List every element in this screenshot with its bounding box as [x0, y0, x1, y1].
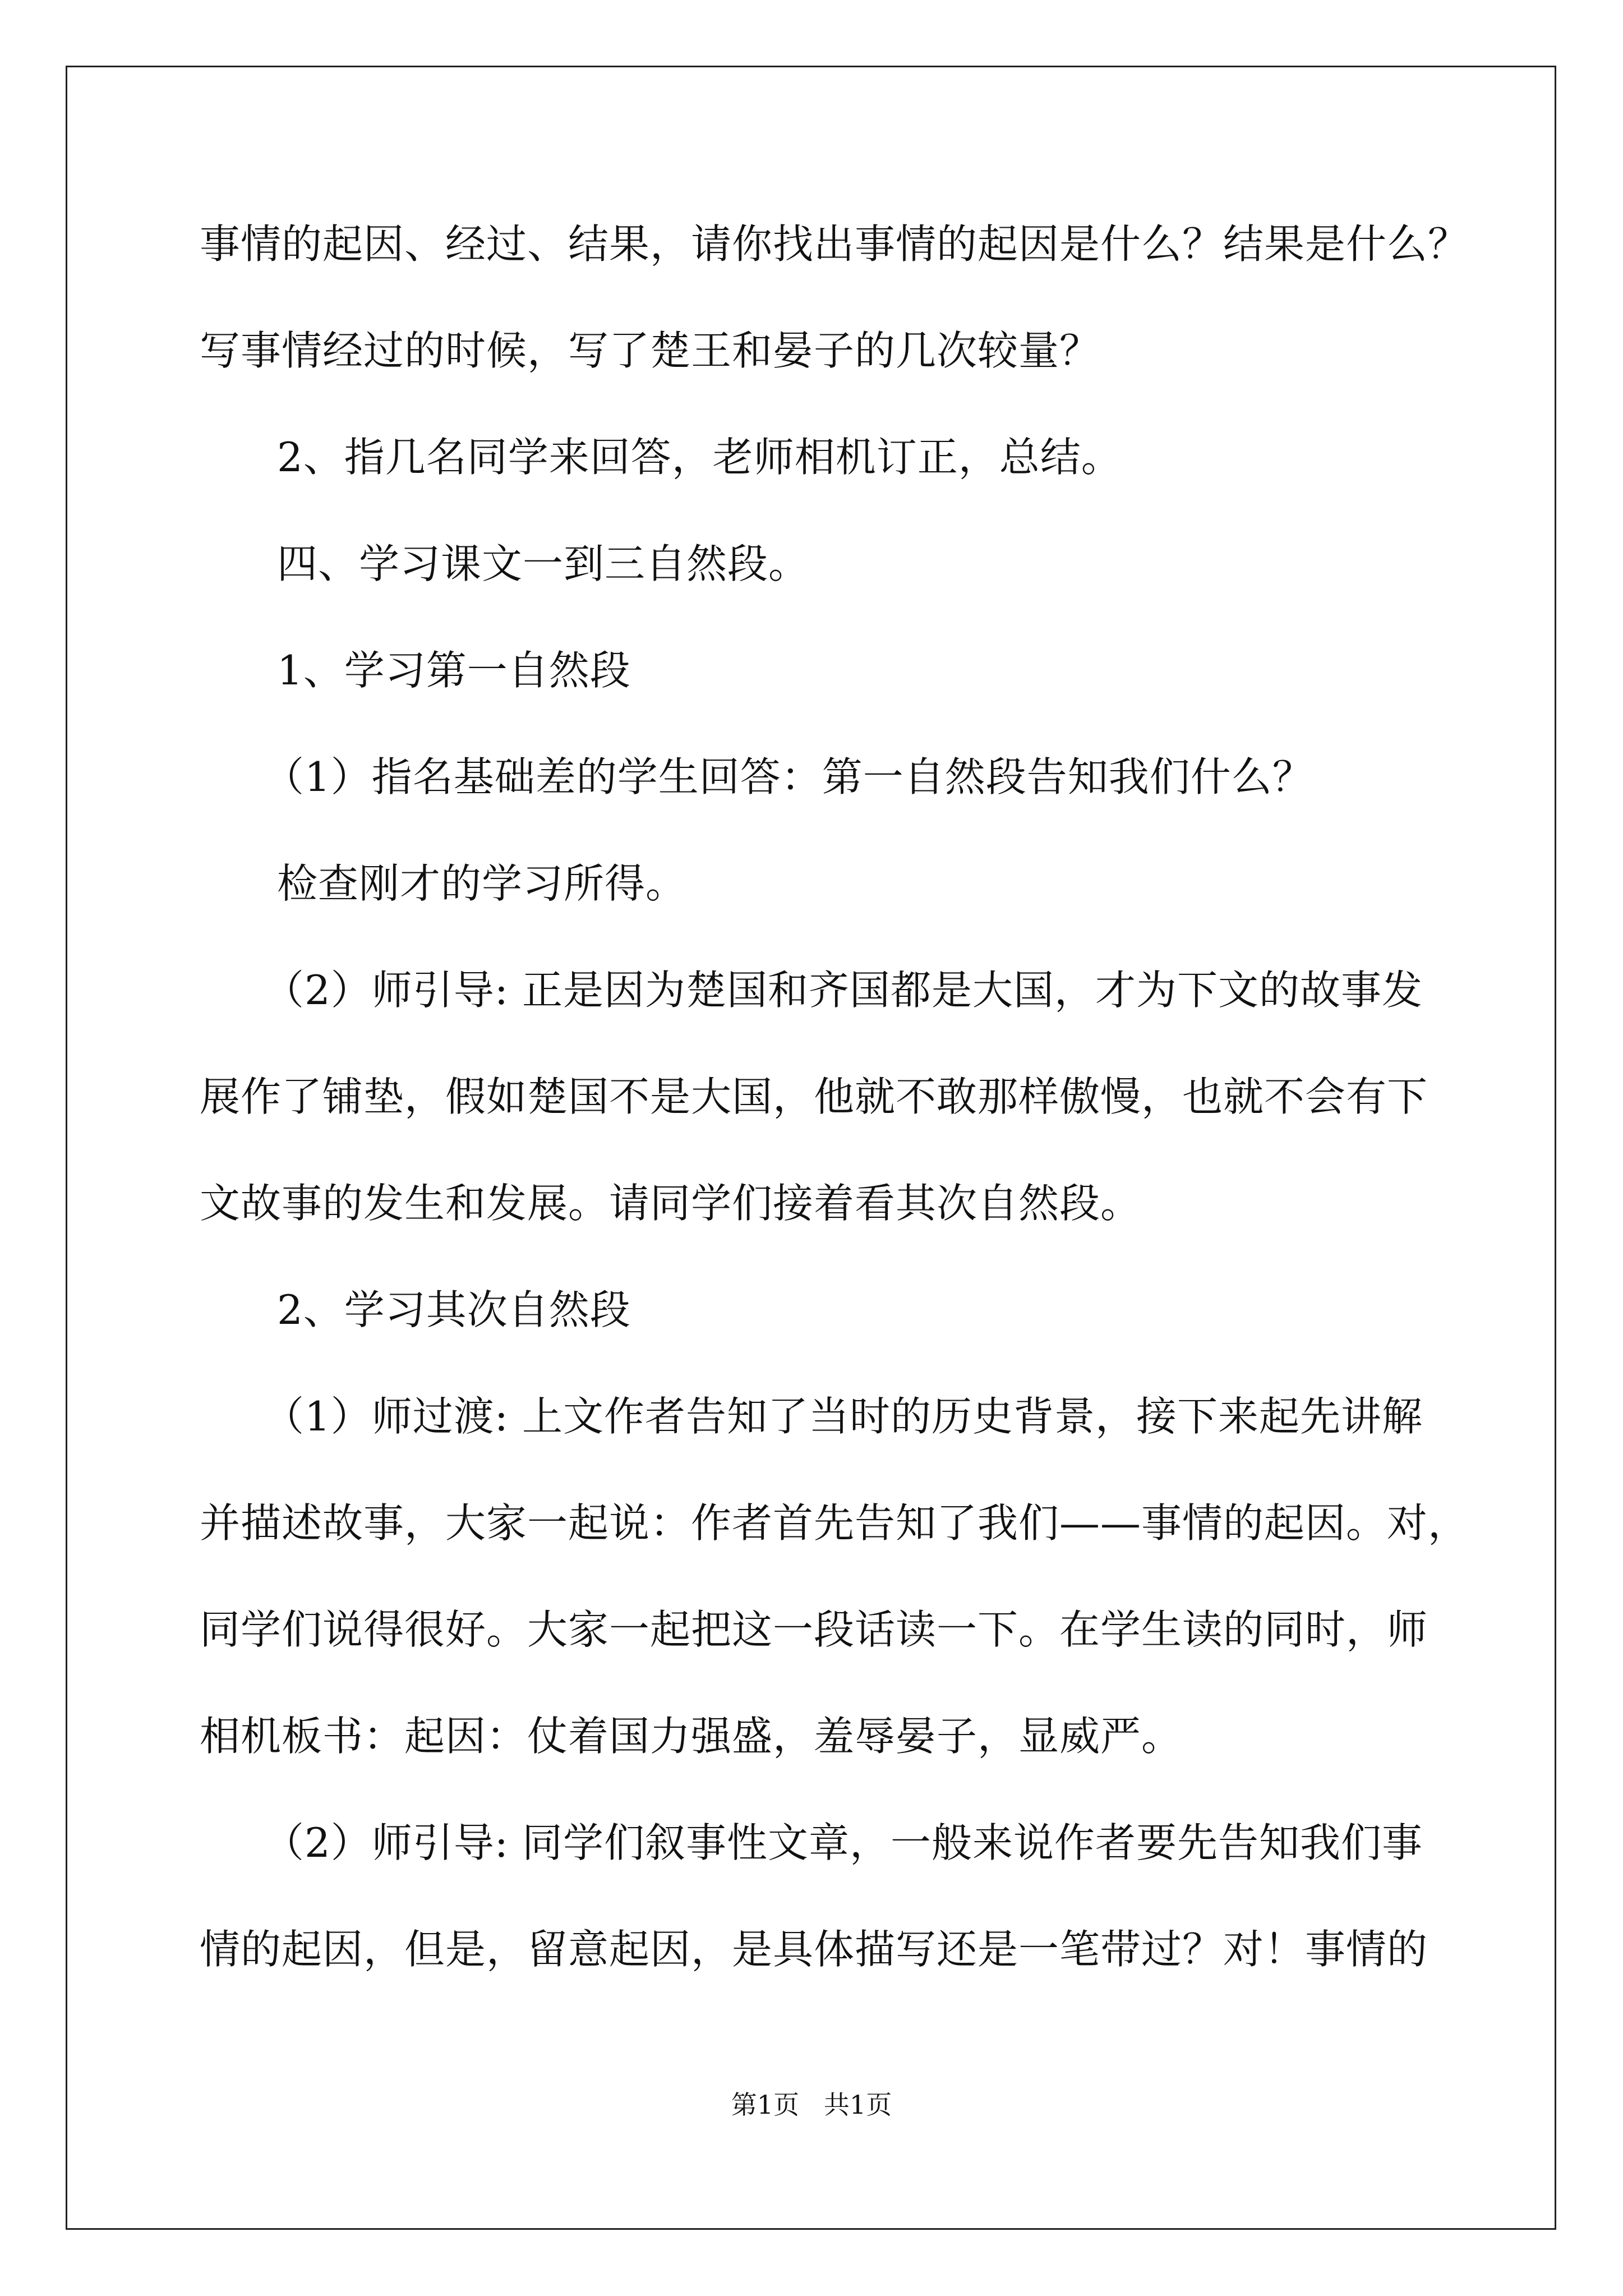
text-line-6: （1）指名基础差的学生回答：第一自然段告知我们什么？	[264, 753, 1313, 800]
text-line-15: 相机板书：起因：仗着国力强盛，羞辱晏子，显威严。	[200, 1713, 1183, 1760]
text-line-7: 检查刚才的学习所得。	[277, 860, 687, 907]
text-line-11: 2、学习其次自然段	[277, 1286, 631, 1333]
text-line-16: （2）师引导: 同学们叙事性文章，一般来说作者要先告知我们事	[264, 1819, 1423, 1866]
text-line-2: 写事情经过的时候，写了楚王和晏子的几次较量？	[200, 327, 1101, 374]
text-line-3: 2、指几名同学来回答，老师相机订正，总结。	[277, 434, 1122, 481]
text-line-8: （2）师引导: 正是因为楚国和齐国都是大国，才为下文的故事发	[264, 967, 1423, 1014]
text-line-4: 四、学习课文一到三自然段。	[277, 540, 810, 587]
text-line-17: 情的起因，但是，留意起因，是具体描写还是一笔带过？对！事情的	[200, 1926, 1428, 1973]
text-line-5: 1、学习第一自然段	[277, 647, 631, 694]
page-footer: 第1页 共1页	[731, 2090, 892, 2120]
text-line-9: 展作了铺垫，假如楚国不是大国，他就不敢那样傲慢，也就不会有下	[200, 1073, 1428, 1120]
text-line-14: 同学们说得很好。大家一起把这一段话读一下。在学生读的同时，师	[200, 1606, 1428, 1653]
page-border	[66, 66, 1556, 2230]
text-line-12: （1）师过渡: 上文作者告知了当时的历史背景，接下来起先讲解	[264, 1393, 1423, 1440]
text-line-1: 事情的起因、经过、结果，请你找出事情的起因是什么？结果是什么？	[200, 220, 1469, 268]
text-line-10: 文故事的发生和发展。请同学们接着看其次自然段。	[200, 1180, 1142, 1227]
text-line-13: 并描述故事，大家一起说：作者首先告知了我们——事情的起因。对，	[200, 1499, 1469, 1547]
